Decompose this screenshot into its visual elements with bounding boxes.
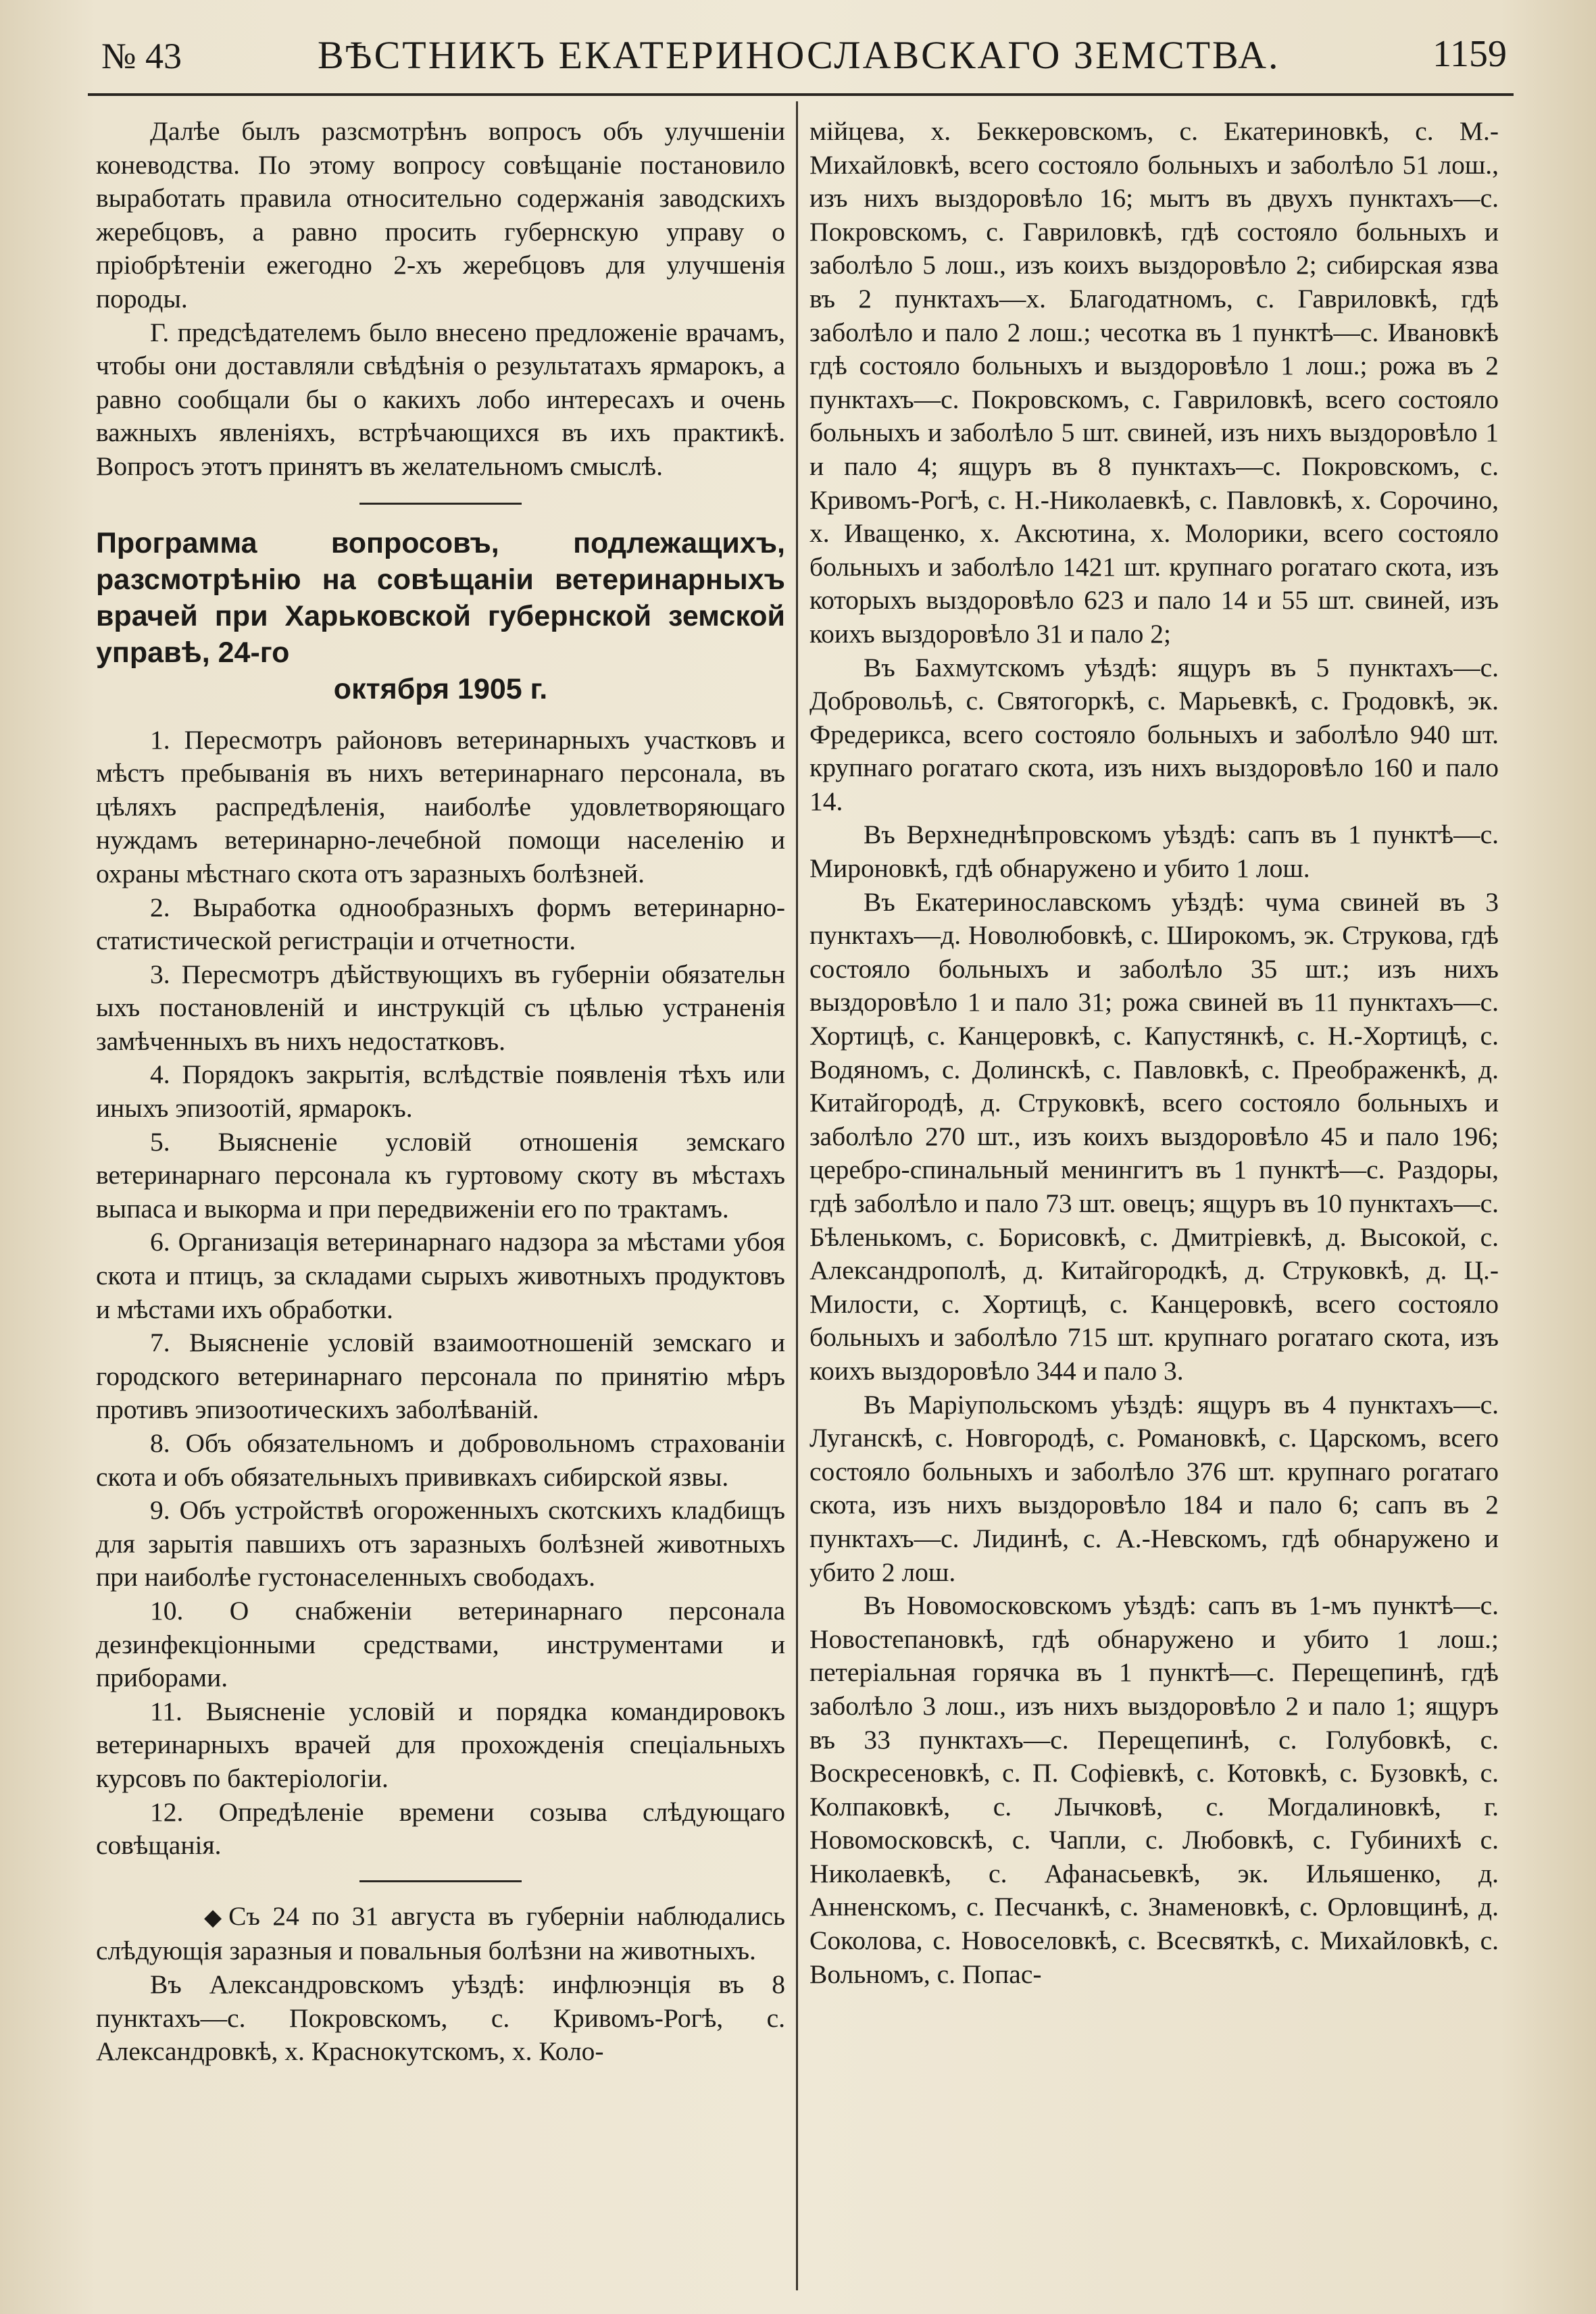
paragraph: Въ Александровскомъ уѣздѣ: инфлюэнція въ 8 пунктахъ—с. Покровскомъ, с. Кривомъ-Рогѣ, с. Александровкѣ, х. Краснокутскомъ, х. Коло- [96, 1969, 785, 2067]
program-item: 9. Объ устройствѣ огороженныхъ скотскихъ кладбищъ для зарытія павшихъ отъ заразныхъ болѣзней животныхъ при наиболѣе густонаселенныхъ свободахъ. [96, 1495, 785, 1592]
notice-paragraph [96, 1900, 785, 1968]
paragraph: Далѣе былъ разсмотрѣнъ вопросъ объ улучшеніи коневодства. По этому вопросу совѣщаніе постановило выработать правила относительно содержанія заводскихъ жеребцовъ, а равно просить губернскую управу о пріобрѣтеніи ежегодно 2-хъ жеребцовъ для улучшенія породы. [96, 116, 785, 313]
program-item: 11. Выясненіе условій и порядка командировокъ ветеринарныхъ врачей для прохожденія спеціальныхъ курсовъ по бактеріологіи. [96, 1696, 785, 1793]
page-number: 1159 [1432, 33, 1507, 75]
left-column [96, 115, 785, 2069]
journal-title: ВѢСТНИКЪ ЕКАТЕРИНОСЛАВСКАГО ЗЕМСТВА. [318, 33, 1280, 77]
header-rule [88, 93, 1514, 96]
program-item: 5. Выясненіе условій отношенія земскаго ветеринарнаго персонала къ гуртовому скоту въ мѣстахъ выпаса и выкорма и при передвиженіи его по трактамъ. [96, 1126, 785, 1224]
page-header [88, 20, 1507, 81]
issue-number: № 43 [101, 36, 182, 76]
paragraph: Въ Маріупольскомъ уѣздѣ: ящуръ въ 4 пунктахъ—с. Луганскѣ, с. Новгородѣ, с. Романовкѣ, с. Царскомъ, всего состояло больныхъ и заболѣло 376 шт. крупнаго рогатаго скота, изъ нихъ выздоровѣло 184 и пало 6; сапъ въ 2 пунктахъ—с. Лидинѣ, с. А.-Невскомъ, гдѣ обнаружено и убито 2 лош. [809, 1389, 1499, 1587]
paragraph: Г. предсѣдателемъ было внесено предложеніе врачамъ, чтобы они доставляли свѣдѣнія о результатахъ ярмарокъ, а равно сообщали бы о какихъ лобо интересахъ и очень важныхъ явленіяхъ, встрѣчающихся въ ихъ практикѣ. Вопросъ этотъ принятъ въ желательномъ смыслѣ. [96, 317, 785, 481]
section-separator [359, 503, 522, 505]
notice-text: Съ 24 по 31 августа въ губерніи наблюдались слѣдующія заразныя и повальныя болѣзни на животныхъ. [96, 1901, 785, 1966]
right-column [809, 115, 1499, 1991]
program-item: 12. Опредѣленіе времени созыва слѣдующаго совѣщанія. [96, 1796, 785, 1861]
program-item: 4. Порядокъ закрытія, вслѣдствіе появленія тѣхъ или иныхъ эпизоотій, ярмарокъ. [96, 1059, 785, 1124]
paragraph: Въ Екатеринославскомъ уѣздѣ: чума свиней въ 3 пунктахъ—д. Новолюбовкѣ, с. Широкомъ, эк. Струкова, гдѣ состояло больныхъ и заболѣло 35 шт.; изъ нихъ выздоровѣло 1 и пало 31; рожа свиней въ 11 пунктахъ—с. Хортицѣ, с. Канцеровкѣ, с. Капустянкѣ, с. Н.-Хортицѣ, с. Водяномъ, с. Долинскѣ, с. Павловкѣ, с. Преображенкѣ, д. Китайгородѣ, д. Струковкѣ, всего состояло больныхъ и заболѣло 270 шт., изъ коихъ выздоровѣло 45 и пало 196; церебро-спинальный менингитъ въ 1 пунктѣ—с. Раздоры, гдѣ заболѣло и пало 73 шт. овецъ; ящуръ въ 10 пунктахъ—с. Бѣленькомъ, с. Борисовкѣ, с. Дмитріевкѣ, д. Высокой, с. Александрополѣ, д. Китайгородкѣ, д. Струковкѣ, д. Ц.-Милости, с. Хортицѣ, с. Канцеровкѣ, всего состояло больныхъ и заболѣло 715 шт. крупнаго рогатаго скота, изъ коихъ выздоровѣло 344 и пало 3. [809, 886, 1499, 1386]
diamond-bullet-icon: ◆ [204, 1905, 222, 1930]
paragraph: Въ Верхнеднѣпровскомъ уѣздѣ: сапъ въ 1 пунктѣ—с. Мироновкѣ, гдѣ обнаружено и убито 1 лош. [809, 820, 1499, 884]
program-item: 1. Пересмотръ районовъ ветеринарныхъ участковъ и мѣстъ пребыванія въ нихъ ветеринарнаго персонала, въ цѣляхъ распредѣленія, наиболѣе удовлетворяющаго нуждамъ ветеринарно-лечебной помощи населенію и охраны мѣстнаго скота отъ заразныхъ болѣзней. [96, 724, 785, 888]
program-item: 10. О снабженіи ветеринарнаго персонала дезинфекціонными средствами, инструментами и приборами. [96, 1595, 785, 1693]
column-divider [796, 101, 798, 2290]
program-item: 3. Пересмотръ дѣйствующихъ въ губерніи обязательн ыхъ постановленій и инструкцій съ цѣлью устраненія замѣченныхъ въ нихъ недостатковъ. [96, 959, 785, 1056]
section-separator [359, 1880, 522, 1882]
paragraph: мійцева, х. Беккеровскомъ, с. Екатериновкѣ, с. М.-Михайловкѣ, всего состояло больныхъ и заболѣло 51 лош., изъ нихъ выздоровѣло 16; мытъ въ двухъ пунктахъ—с. Покровскомъ, с. Гавриловкѣ, гдѣ состояло больныхъ и заболѣло 5 лош., изъ коихъ выздоровѣло 2; сибирская язва въ 2 пунктахъ—х. Благодатномъ, с. Гавриловкѣ, гдѣ заболѣло и пало 2 лош.; чесотка въ 1 пунктѣ—с. Ивановкѣ гдѣ состояло больныхъ и выздоровѣло 1 лош.; рожа въ 2 пунктахъ—с. Покровскомъ, с. Гавриловкѣ, всего состояло больныхъ и заболѣло 5 шт. свиней, изъ нихъ выздоровѣло 1 и пало 4; ящуръ въ 8 пунктахъ—с. Покровскомъ, с. Кривомъ-Рогѣ, с. Н.-Николаевкѣ, с. Павловкѣ, х. Сорочино, х. Иващенко, х. Аксютина, х. Молорики, всего состояло больныхъ и заболѣло 1421 шт. крупнаго рогатаго скота, изъ которыхъ выздоровѣло 623 и пало 14 и 55 шт. свиней, изъ коихъ выздоровѣло 31 и пало 2; [809, 116, 1499, 649]
paragraph: Въ Новомосковскомъ уѣздѣ: сапъ въ 1-мъ пунктѣ—с. Новостепановкѣ, гдѣ обнаружено и убито 1 лош.; петеріальная горячка въ 1 пунктѣ—с. Перещепинѣ, гдѣ заболѣло 3 лош., изъ нихъ выздоровѣло 2 и пало 1; ящуръ въ 33 пунктахъ—с. Перещепинѣ, с. Голубовкѣ, с. Воскресеновкѣ, с. П. Софіевкѣ, с. Котовкѣ, с. Бузовкѣ, с. Колпаковкѣ, с. Лычковѣ, с. Могдалиновкѣ, г. Новомосковскѣ, с. Чапли, с. Любовкѣ, с. Губинихѣ с. Николаевкѣ, с. Афанасьевкѣ, эк. Ильяшенко, д. Анненскомъ, с. Песчанкѣ, с. Знаменовкѣ, с. Орловщинѣ, д. Соколова, с. Новоселовкѣ, с. Всесвяткѣ, с. Михайловкѣ, с. Вольномъ, с. Попас- [809, 1590, 1499, 1989]
program-item: 7. Выясненіе условій взаимоотношеній земскаго и городского ветеринарнаго персонала по принятію мѣръ противъ эпизоотическихъ заболѣваній. [96, 1328, 785, 1425]
program-item: 2. Выработка однообразныхъ формъ ветеринарно-статистической регистраціи и отчетности. [96, 892, 785, 956]
section-heading [96, 525, 785, 707]
heading-date: октября 1905 г. [333, 672, 548, 705]
program-item: 8. Объ обязательномъ и добровольномъ страхованіи скота и объ обязательныхъ прививкахъ сибирской язвы. [96, 1428, 785, 1492]
heading-text: Программа вопросовъ, подлежащихъ, разсмотрѣнію на совѣщаніи ветеринарныхъ врачей при Харьковской губернской земской управѣ, 24-го [96, 526, 785, 669]
paragraph: Въ Бахмутскомъ уѣздѣ: ящуръ въ 5 пунктахъ—с. Добровольѣ, с. Святогоркѣ, с. Марьевкѣ, с. Гродовкѣ, эк. Фредерикса, всего состояло больныхъ и заболѣло 940 шт. крупнаго рогатаго скота, изъ нихъ выздоровѣло 160 и пало 14. [809, 652, 1499, 816]
program-item: 6. Организація ветеринарнаго надзора за мѣстами убоя скота и птицъ, за складами сырыхъ животныхъ продуктовъ и мѣстами ихъ обработки. [96, 1227, 785, 1324]
